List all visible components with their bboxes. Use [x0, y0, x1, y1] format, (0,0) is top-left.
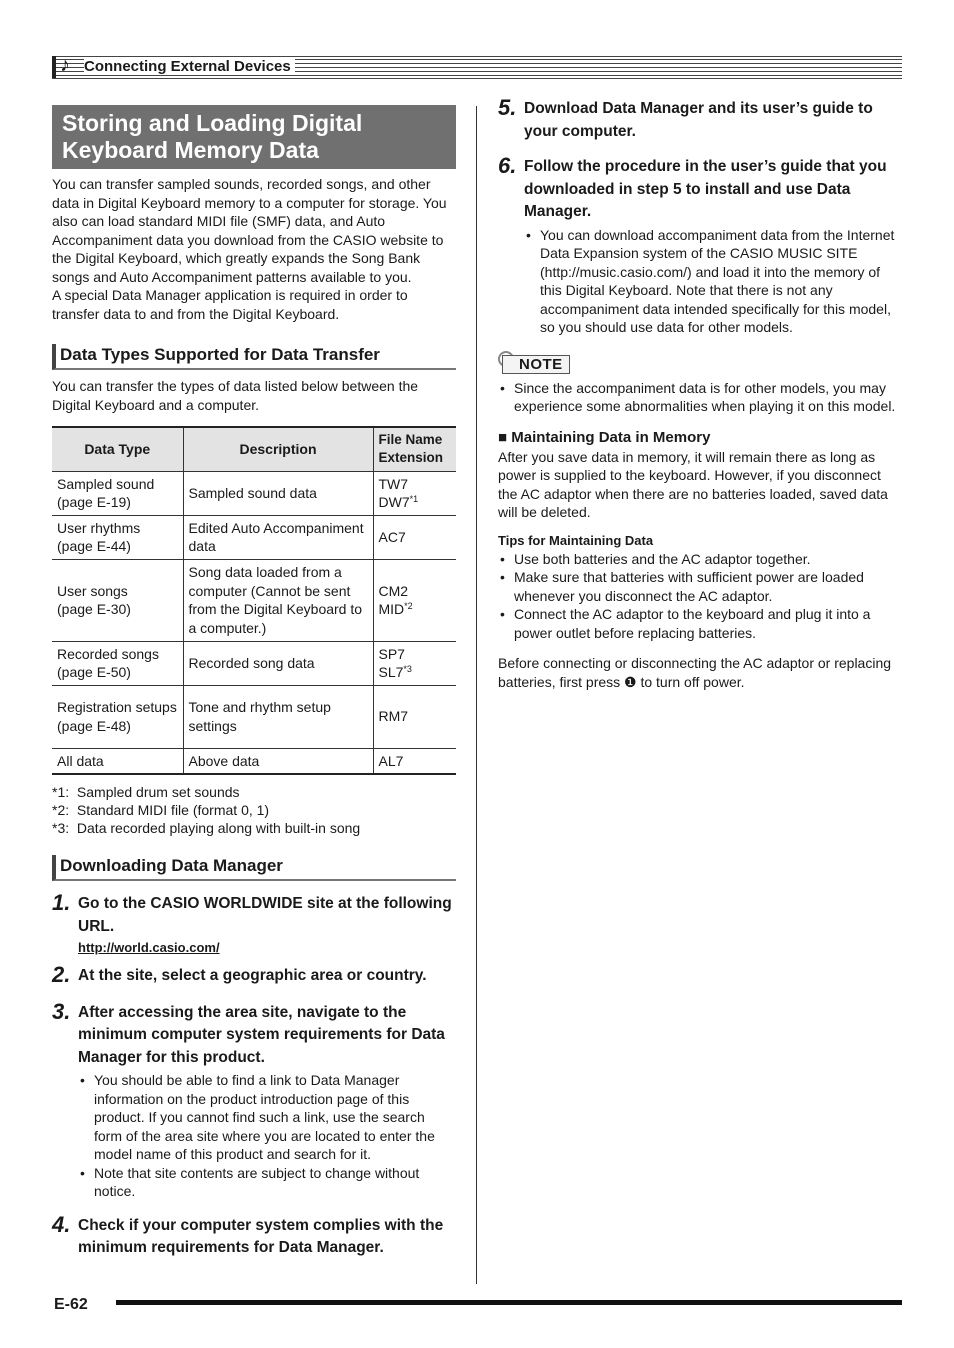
footnote: *2: Standard MIDI file (format 0, 1): [52, 802, 270, 818]
table-row: Recorded songs (page E-50) Recorded song data SP7 SL7$^{*3}$: [52, 641, 456, 685]
step-number: 5.: [498, 95, 517, 120]
note-bullets: [498, 379, 902, 416]
step-number: 4.: [52, 1211, 71, 1237]
table-row: Registration setups (page E-48) Tone and rhythm setup settings RM7: [52, 685, 456, 748]
data-types-table: [52, 426, 456, 775]
intro-paragraph-2: A special Data Manager application is required in order to transfer data to and from the Digital Keyboard.: [52, 287, 408, 322]
list-item: • You can download accompaniment data from the Internet Data Expansion system of the CASIO MUSIC SITE (http://music.casio.com/) and load it into the memory of this Digital Keyboard. Note that there is not any accompaniment data intended specifically for this model, so you should use data for other models.: [540, 226, 902, 337]
header-bar: [52, 56, 56, 78]
table-row: User songs (page E-30) Song data loaded from a computer (Cannot be sent from the Digital Keyboard to a computer.) CM2 MID$^{*2}$: [52, 559, 456, 641]
closing-text: Before connecting or disconnecting the AC adaptor or replacing batteries, first press ❶ to turn off power.: [498, 655, 892, 690]
note-badge: [498, 351, 902, 377]
step-6-bullets: [524, 226, 902, 337]
subheading-downloading: Downloading Data Manager: [52, 855, 456, 881]
table-row: All data Above data AL7: [52, 748, 456, 774]
list-item: • Make sure that batteries with sufficient power are loaded whenever you disconnect the AC adaptor.: [514, 568, 902, 605]
tips-list: [498, 550, 902, 643]
col-header-data-type: Data Type: [52, 427, 183, 471]
col-header-extension: File Name Extension: [373, 427, 456, 471]
column-divider: [476, 106, 477, 1284]
step-text: Go to the CASIO WORLDWIDE site at the following URL.: [78, 895, 452, 935]
footer-rule: [116, 1300, 902, 1305]
casio-worldwide-link[interactable]: http://world.casio.com/: [78, 940, 220, 955]
list-item: • Use both batteries and the AC adaptor together.: [514, 550, 902, 569]
step-3-bullets: [78, 1071, 456, 1201]
tips-heading: Tips for Maintaining Data: [498, 532, 654, 548]
left-column: [52, 105, 456, 1260]
list-item: • Connect the AC adaptor to the keyboard and plug it into a power outlet before replacing batteries.: [514, 605, 902, 642]
step-number: 1.: [52, 890, 71, 915]
music-note-icon: ♪: [60, 54, 70, 76]
subheading-data-types: Data Types Supported for Data Transfer: [52, 344, 456, 370]
list-item: • Since the accompaniment data is for other models, you may experience some abnormalities when playing it on this model.: [514, 379, 902, 416]
step-text: Check if your computer system complies with the minimum requirements for Data Manager.: [78, 1216, 444, 1256]
table-footnotes: [52, 783, 456, 837]
step-2: [52, 962, 456, 988]
maintain-text: After you save data in memory, it will remain there as long as power is supplied to the keyboard. However, if you disconnect the AC adaptor when there are no batteries loaded, saved data will be deleted.: [498, 448, 888, 520]
step-text: Follow the procedure in the user’s guide that you downloaded in step 5 to install and use Data Manager.: [524, 158, 887, 220]
step-6: [498, 153, 902, 337]
list-item: • You should be able to find a link to Data Manager information on the product introduction page of this product. If you cannot find such a link, use the search form of the area site where you are located to enter the model name of this product and search for it.: [94, 1071, 456, 1164]
header-title: Connecting External Devices: [84, 58, 295, 75]
section-title-line2: Keyboard Memory Data: [62, 137, 319, 163]
section-title-line1: Storing and Loading Digital: [62, 110, 363, 136]
page-number: E-62: [54, 1296, 88, 1313]
footnote: *3: Data recorded playing along with built-in song: [52, 820, 361, 836]
footnote: *1: Sampled drum set sounds: [52, 784, 240, 800]
step-number: 6.: [498, 153, 517, 178]
step-1: [52, 890, 456, 955]
intro-paragraph-1: You can transfer sampled sounds, recorded songs, and other data in Digital Keyboard memory to a computer for storage. You also can load standard MIDI file (SMF) data, and Auto Accompaniment data you download from the CASIO website to the Digital Keyboard, which greatly expands the Song Bank songs and Auto Accompaniment patterns available to you.: [52, 176, 447, 285]
note-label: NOTE: [502, 355, 570, 374]
list-item: • Note that site contents are subject to change without notice.: [94, 1164, 456, 1201]
col-header-description: Description: [183, 427, 373, 471]
step-5: [498, 95, 902, 143]
right-column: [498, 95, 902, 691]
maintain-heading: ■ Maintaining Data in Memory: [498, 428, 711, 446]
step-text: Download Data Manager and its user’s guide to your computer.: [524, 100, 873, 140]
step-number: 2.: [52, 962, 71, 987]
step-4: [52, 1211, 456, 1260]
step-text: At the site, select a geographic area or country.: [78, 967, 427, 984]
data-types-text: You can transfer the types of data listed below between the Digital Keyboard and a computer.: [52, 378, 419, 413]
section-title: [52, 105, 456, 169]
table-row: User rhythms (page E-44) Edited Auto Accompaniment data AC7: [52, 515, 456, 559]
step-text: After accessing the area site, navigate to the minimum computer system requirements for Data Manager for this product.: [78, 1003, 445, 1066]
step-3: [52, 998, 456, 1201]
step-number: 3.: [52, 998, 71, 1024]
table-row: Sampled sound (page E-19) Sampled sound data TW7 DW7$^{*1}$: [52, 471, 456, 515]
